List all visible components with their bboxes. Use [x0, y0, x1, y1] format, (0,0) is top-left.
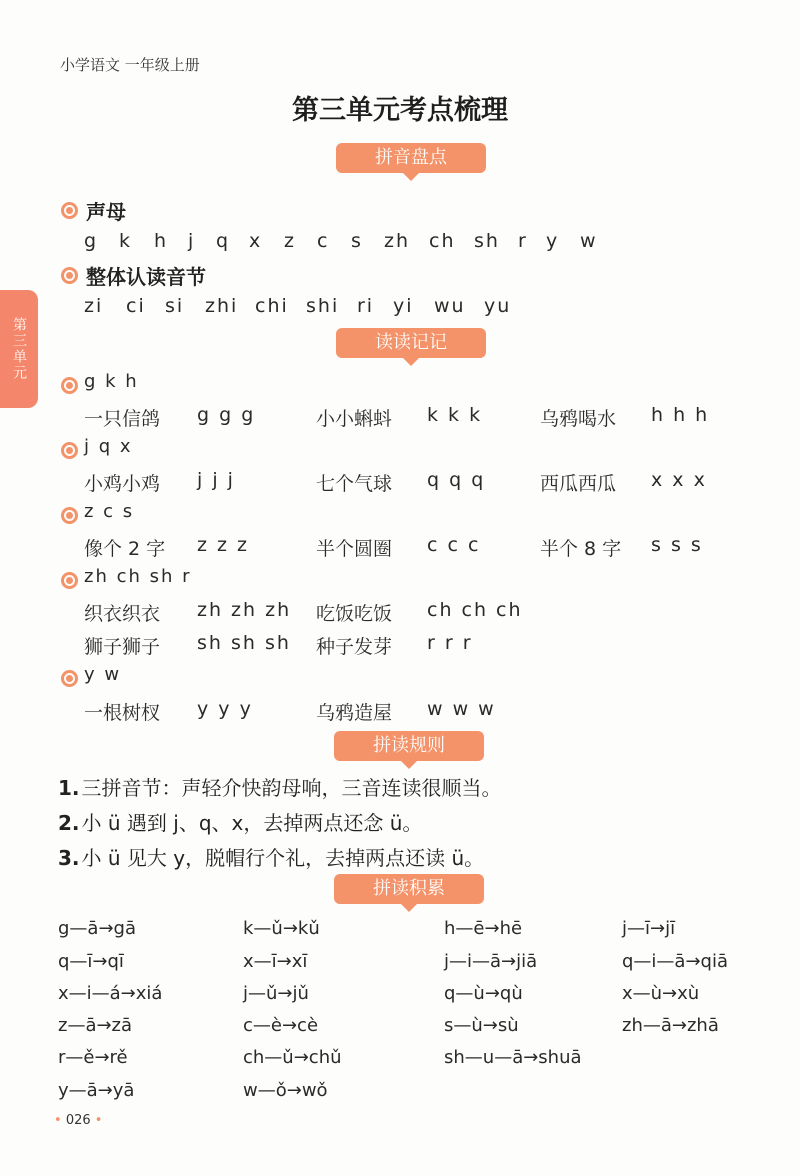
- spelling-formula: q—i—ā→qiā: [622, 951, 728, 972]
- spelling-formula: z—ā→zā: [58, 1015, 133, 1036]
- spelling-formula: x—ī→xī: [243, 951, 308, 972]
- rhyme-text: 吃饭吃饭: [316, 603, 393, 625]
- rhyme-text: 小小蝌蚪: [316, 408, 393, 430]
- rhyme-pinyin: x x x: [651, 469, 707, 491]
- rhyme-text: 乌鸦造屋: [316, 702, 393, 724]
- rhyme-text: 乌鸦喝水: [540, 408, 617, 430]
- rhyme-text: 种子发芽: [316, 636, 393, 658]
- group-label: z c s: [84, 501, 135, 522]
- bullet-icon: [61, 442, 78, 459]
- shengmu-item: g: [84, 230, 99, 252]
- spelling-formula: r—ě→rě: [58, 1047, 128, 1068]
- rhyme-pinyin: c c c: [427, 534, 481, 556]
- rhyme-pinyin: k k k: [427, 404, 483, 426]
- spelling-formula: j—i—ā→jiā: [444, 951, 538, 972]
- rule-item: [58, 772, 502, 801]
- rhyme-text: 七个气球: [316, 473, 393, 495]
- shengmu-item: w: [580, 230, 598, 252]
- rhyme-text: 半个 8 字: [540, 538, 622, 560]
- unit-side-tab: 第三单元: [0, 290, 38, 408]
- dot-icon: •: [94, 1113, 103, 1128]
- rhyme-text: 像个 2 字: [84, 538, 166, 560]
- zhengti-item: si: [165, 295, 185, 317]
- bullet-icon: [61, 670, 78, 687]
- shengmu-item: ch: [429, 230, 456, 252]
- rule-number: 2.: [58, 811, 80, 835]
- rhyme-pinyin: ch ch ch: [427, 599, 523, 621]
- rule-text: 三拼音节：声轻介快韵母响，三音连读很顺当。: [81, 776, 502, 800]
- rhyme-pinyin: r r r: [427, 632, 473, 654]
- spelling-formula: h—ē→hē: [444, 918, 523, 939]
- rule-number: 3.: [58, 846, 80, 870]
- shengmu-item: y: [546, 230, 560, 252]
- rhyme-text: 一只信鸽: [84, 408, 161, 430]
- spelling-formula: k—ǔ→kǔ: [243, 918, 320, 939]
- shengmu-item: r: [518, 230, 528, 252]
- spelling-formula: x—i—á→xiá: [58, 983, 163, 1004]
- rhyme-text: 小鸡小鸡: [84, 473, 161, 495]
- zhengti-item: shi: [306, 295, 340, 317]
- rhyme-text: 一根树杈: [84, 702, 161, 724]
- bullet-icon: [61, 507, 78, 524]
- spelling-formula: j—ī→jī: [622, 918, 676, 939]
- rhyme-pinyin: z z z: [197, 534, 249, 556]
- page-number: [54, 1113, 102, 1128]
- shengmu-item: x: [249, 230, 263, 252]
- bullet-icon: [61, 202, 78, 219]
- spelling-formula: zh—ā→zhā: [622, 1015, 719, 1036]
- spelling-formula: g—ā→gā: [58, 918, 136, 939]
- spelling-formula: w—ǒ→wǒ: [243, 1080, 328, 1101]
- rhyme-text: 狮子狮子: [84, 636, 161, 658]
- banner-pinyin-review: 拼音盘点: [336, 143, 486, 173]
- rhyme-pinyin: w w w: [427, 698, 496, 720]
- rhyme-pinyin: y y y: [197, 698, 253, 720]
- banner-read-and-remember: 读读记记: [336, 328, 486, 358]
- rhyme-pinyin: zh zh zh: [197, 599, 292, 621]
- banner-spelling-practice: 拼读积累: [334, 874, 484, 904]
- spelling-formula: q—ī→qī: [58, 951, 124, 972]
- rhyme-pinyin: s s s: [651, 534, 703, 556]
- shengmu-item: zh: [384, 230, 411, 252]
- group-label: j q x: [84, 436, 133, 457]
- shengmu-item: h: [154, 230, 169, 252]
- group-label: zh ch sh r: [84, 566, 192, 587]
- shengmu-item: s: [351, 230, 363, 252]
- shengmu-item: c: [317, 230, 330, 252]
- spelling-formula: j—ǔ→jǔ: [243, 983, 309, 1004]
- page-number-text: 026: [65, 1113, 91, 1128]
- rhyme-text: 半个圆圈: [316, 538, 393, 560]
- zhengti-item: wu: [434, 295, 466, 317]
- spelling-formula: sh—u—ā→shuā: [444, 1047, 582, 1068]
- zhengti-item: chi: [255, 295, 289, 317]
- banner-spelling-rules: 拼读规则: [334, 731, 484, 761]
- spelling-formula: q—ù→qù: [444, 983, 523, 1004]
- dot-icon: •: [54, 1113, 62, 1128]
- spelling-formula: ch—ǔ→chǔ: [243, 1047, 342, 1068]
- rule-text: 小 ü 见大 y，脱帽行个礼，去掉两点还读 ü。: [81, 846, 485, 870]
- bullet-icon: [61, 267, 78, 284]
- shengmu-item: sh: [474, 230, 500, 252]
- shengmu-item: j: [188, 230, 196, 252]
- zhengti-heading: 整体认读音节: [86, 265, 206, 289]
- page-title: 第三单元考点梳理: [292, 95, 508, 126]
- bullet-icon: [61, 377, 78, 394]
- group-label: g k h: [84, 371, 139, 392]
- zhengti-item: yu: [484, 295, 512, 317]
- shengmu-item: q: [216, 230, 231, 252]
- rhyme-pinyin: j j j: [197, 469, 235, 491]
- page-header: 小学语文 一年级上册: [60, 56, 200, 74]
- shengmu-item: z: [284, 230, 296, 252]
- spelling-formula: x—ù→xù: [622, 983, 700, 1004]
- spelling-formula: y—ā→yā: [58, 1080, 135, 1101]
- rule-text: 小 ü 遇到 j、q、x，去掉两点还念 ü。: [81, 811, 423, 835]
- spelling-formula: s—ù→sù: [444, 1015, 519, 1036]
- rhyme-text: 西瓜西瓜: [540, 473, 617, 495]
- zhengti-item: zhi: [205, 295, 239, 317]
- rhyme-pinyin: h h h: [651, 404, 710, 426]
- rule-item: [58, 807, 422, 836]
- zhengti-item: ci: [126, 295, 146, 317]
- rule-item: [58, 842, 484, 871]
- rhyme-pinyin: g g g: [197, 404, 256, 426]
- zhengti-item: zi: [84, 295, 104, 317]
- rhyme-pinyin: sh sh sh: [197, 632, 291, 654]
- group-label: y w: [84, 664, 122, 685]
- bullet-icon: [61, 572, 78, 589]
- rule-number: 1.: [58, 776, 80, 800]
- shengmu-item: k: [119, 230, 133, 252]
- shengmu-heading: 声母: [86, 200, 126, 224]
- rhyme-pinyin: q q q: [427, 469, 486, 491]
- spelling-formula: c—è→cè: [243, 1015, 319, 1036]
- zhengti-item: ri: [357, 295, 375, 317]
- rhyme-text: 织衣织衣: [84, 603, 161, 625]
- zhengti-item: yi: [393, 295, 414, 317]
